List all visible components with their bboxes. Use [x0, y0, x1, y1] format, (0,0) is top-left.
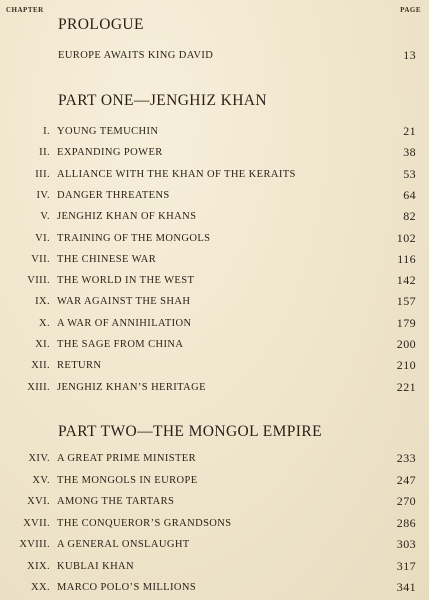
chapter-page-number: 179 — [396, 315, 416, 330]
chapter-entry[interactable] — [0, 539, 429, 555]
chapter-page-number: 116 — [397, 251, 416, 266]
chapter-title: WAR AGAINST THE SHAH — [57, 296, 191, 308]
chapter-title: RETURN — [57, 360, 102, 372]
part-one-heading: PART ONE—JENGHIZ KHAN — [58, 92, 267, 109]
chapter-entry[interactable] — [0, 582, 429, 598]
chapter-title: THE CHINESE WAR — [57, 253, 157, 265]
chapter-numeral: III. — [35, 168, 50, 180]
chapter-numeral: IV. — [36, 189, 50, 201]
chapter-entry[interactable] — [0, 166, 429, 185]
chapter-title: A WAR OF ANNIHILATION — [57, 317, 192, 329]
chapter-entry[interactable] — [0, 379, 429, 398]
chapter-page-number: 286 — [396, 515, 416, 530]
chapter-page-number: 102 — [396, 230, 416, 245]
chapter-title: DANGER THREATENS — [57, 189, 170, 201]
chapter-numeral: XIII. — [27, 381, 50, 393]
chapter-entry[interactable] — [0, 275, 429, 291]
chapter-title: JENGHIZ KHAN OF KHANS — [57, 211, 197, 223]
chapter-numeral: XX. — [31, 582, 50, 593]
chapter-page-number: 221 — [396, 379, 416, 394]
chapter-page-number: 270 — [396, 494, 416, 508]
chapter-title: JENGHIZ KHAN’S HERITAGE — [57, 381, 206, 393]
chapter-entry[interactable] — [0, 147, 429, 163]
chapter-numeral: XV. — [32, 474, 50, 486]
chapter-numeral: XVIII. — [19, 539, 50, 550]
chapter-entry[interactable] — [0, 251, 429, 270]
chapter-entry[interactable] — [0, 558, 429, 577]
chapter-page-number: 64 — [403, 187, 416, 202]
chapter-title: YOUNG TEMUCHIN — [57, 126, 159, 137]
chapter-numeral: XIX. — [27, 560, 50, 572]
chapter-numeral: IX. — [35, 296, 50, 308]
chapter-page-number: 82 — [403, 209, 416, 224]
chapter-page-number: 210 — [396, 358, 416, 373]
chapter-entry[interactable] — [0, 296, 429, 312]
chapter-title: MARCO POLO’S MILLIONS — [57, 582, 197, 593]
chapter-page-number: 303 — [396, 537, 416, 551]
chapter-page-number: 142 — [396, 273, 416, 288]
chapter-numeral: X. — [38, 317, 50, 329]
prologue-entry[interactable] — [0, 50, 429, 66]
chapter-numeral: XVII. — [23, 517, 50, 529]
chapter-numeral: XI. — [35, 339, 50, 350]
chapter-page-number: 157 — [396, 294, 416, 309]
chapter-entry[interactable] — [0, 230, 429, 249]
entry-title: EUROPE AWAITS KING DAVID — [58, 50, 214, 61]
chapter-page-number: 341 — [396, 580, 416, 594]
prologue-heading: PROLOGUE — [58, 16, 144, 33]
chapter-title: A GENERAL ONSLAUGHT — [57, 539, 190, 550]
chapter-title: AMONG THE TARTARS — [57, 496, 175, 507]
chapter-title: ALLIANCE WITH THE KHAN OF THE KERAITS — [57, 168, 296, 180]
chapter-entry[interactable] — [0, 360, 429, 376]
chapter-numeral: V. — [40, 211, 50, 223]
page-column-header: PAGE — [400, 6, 421, 14]
part-two-heading: PART TWO—THE MONGOL EMPIRE — [58, 423, 322, 440]
chapter-numeral: XII. — [31, 360, 50, 372]
chapter-entry[interactable] — [0, 515, 429, 534]
chapter-entry[interactable] — [0, 339, 429, 355]
chapter-page-number: 247 — [396, 472, 416, 487]
chapter-title: THE CONQUEROR’S GRANDSONS — [57, 517, 232, 529]
chapter-page-number: 200 — [396, 337, 416, 351]
chapter-page-number: 317 — [396, 558, 416, 573]
chapter-numeral: VIII. — [27, 275, 50, 287]
chapter-title: TRAINING OF THE MONGOLS — [57, 232, 211, 244]
chapter-page-number: 21 — [403, 124, 416, 138]
chapter-entry[interactable] — [0, 211, 429, 227]
chapter-numeral: VI. — [35, 232, 50, 244]
chapter-numeral: XIV. — [28, 453, 50, 464]
chapter-title: EXPANDING POWER — [57, 147, 163, 159]
chapter-numeral: XVI. — [27, 496, 50, 507]
chapter-numeral: VII. — [31, 253, 50, 265]
chapter-title: KUBLAI KHAN — [57, 560, 135, 572]
chapter-title: A GREAT PRIME MINISTER — [57, 453, 196, 464]
chapter-page-number: 38 — [403, 145, 416, 160]
chapter-page-number: 53 — [403, 166, 416, 181]
chapter-title: THE SAGE FROM CHINA — [57, 339, 184, 350]
chapter-title: THE WORLD IN THE WEST — [57, 275, 195, 287]
chapter-entry[interactable] — [0, 315, 429, 334]
chapter-numeral: II. — [39, 147, 50, 159]
chapter-entry[interactable] — [0, 187, 429, 206]
chapter-entry[interactable] — [0, 496, 429, 512]
chapter-page-number: 233 — [396, 451, 416, 465]
chapter-entry[interactable] — [0, 453, 429, 469]
entry-page-number: 13 — [403, 48, 416, 62]
chapter-title: THE MONGOLS IN EUROPE — [57, 474, 198, 486]
chapter-column-header: CHAPTER — [6, 6, 44, 14]
chapter-entry[interactable] — [0, 472, 429, 491]
chapter-numeral: I. — [43, 126, 50, 137]
chapter-entry[interactable] — [0, 126, 429, 142]
